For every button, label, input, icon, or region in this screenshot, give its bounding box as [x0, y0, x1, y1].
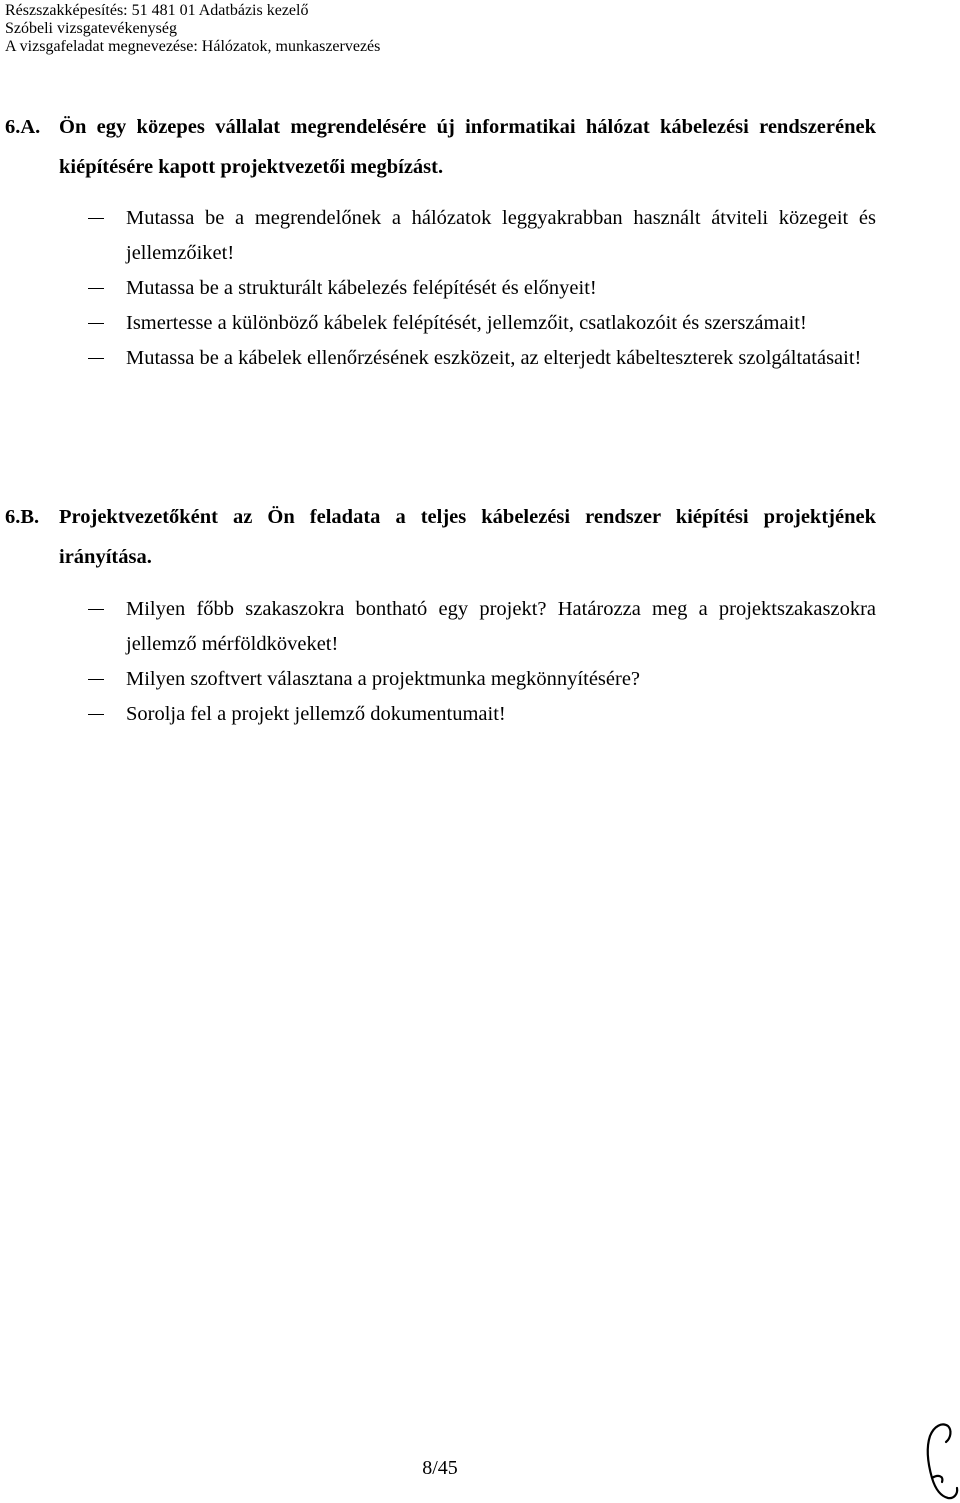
header-qualification: Részszakképesítés: 51 481 01 Adatbázis kezelő — [5, 2, 309, 19]
signature-icon — [918, 1420, 960, 1502]
list-item-text: Sorolja fel a projekt jellemző dokumentumait! — [126, 703, 506, 725]
list-item — [88, 306, 876, 341]
dash-bullet-icon — [88, 679, 104, 680]
page-number: 8/45 — [422, 1457, 458, 1479]
dash-bullet-icon — [88, 714, 104, 715]
list-item-text: Milyen főbb szakaszokra bontható egy projekt? Határozza meg a projektszakaszokra jellemző mérföldköveket! — [126, 598, 876, 655]
list-item-text: Milyen szoftvert választana a projektmunka megkönnyítésére? — [126, 668, 641, 690]
section-b-task-list — [88, 592, 876, 732]
list-item-text: Mutassa be a kábelek ellenőrzésének eszközeit, az elterjedt kábelteszterek szolgáltatásait! — [126, 347, 862, 369]
dash-bullet-icon — [88, 323, 104, 324]
dash-bullet-icon — [88, 358, 104, 359]
dash-bullet-icon — [88, 609, 104, 610]
list-item — [88, 271, 876, 306]
dash-bullet-icon — [88, 218, 104, 219]
list-item — [88, 201, 876, 271]
list-item — [88, 592, 876, 662]
section-b-title — [5, 497, 876, 577]
section-b-number: 6.B. — [5, 506, 40, 528]
list-item-text: Ismertesse a különböző kábelek felépítését, jellemzőit, csatlakozóit és szerszámait! — [126, 312, 807, 334]
dash-bullet-icon — [88, 288, 104, 289]
list-item — [88, 697, 876, 732]
section-a-title-text: Ön egy közepes vállalat megrendelésére új informatikai hálózat kábelezési rendszerének kiépítésére kapott projektvezetői megbízást. — [59, 116, 876, 178]
list-item-text: Mutassa be a strukturált kábelezés felépítését és előnyeit! — [126, 277, 597, 299]
header-task-name: A vizsgafeladat megnevezése: Hálózatok, munkaszervezés — [5, 38, 381, 55]
section-a-task-list — [88, 201, 876, 376]
list-item — [88, 662, 876, 697]
section-a-title — [5, 107, 876, 187]
list-item — [88, 341, 876, 376]
section-a-number: 6.A. — [5, 116, 41, 138]
page-header — [5, 2, 380, 56]
list-item-text: Mutassa be a megrendelőnek a hálózatok leggyakrabban használt átviteli közegeit és jellemzőiket! — [126, 207, 876, 264]
section-b-title-text: Projektvezetőként az Ön feladata a teljes kábelezési rendszer kiépítési projektjének irányítása. — [59, 506, 876, 568]
header-exam-activity: Szóbeli vizsgatevékenység — [5, 20, 177, 37]
